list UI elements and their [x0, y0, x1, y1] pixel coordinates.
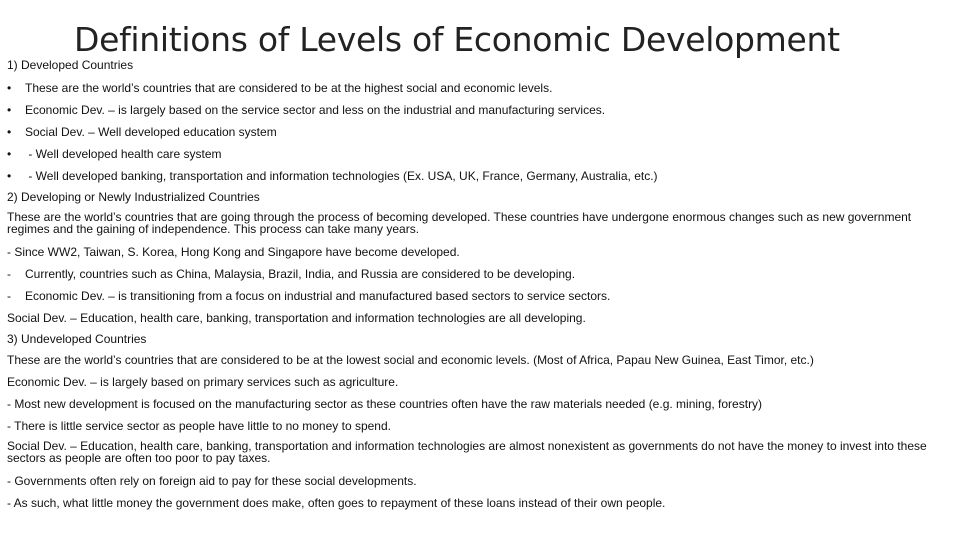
- developed-heading: 1) Developed Countries: [7, 58, 134, 72]
- developed-item-text: - Well developed banking, transportation and information technologies (Ex. USA, UK, France, Germany, Australia, etc.): [25, 169, 658, 183]
- undeveloped-economic-line: Economic Dev. – is largely based on primary services such as agriculture.: [7, 375, 399, 389]
- bullet-icon: •: [7, 81, 12, 95]
- developed-item-text: These are the world’s countries that are considered to be at the highest social and economic levels.: [25, 81, 553, 95]
- developed-item-text: Social Dev. – Well developed education system: [25, 125, 277, 139]
- undeveloped-repay-line: - As such, what little money the government does make, often goes to repayment of these loans instead of their own people.: [7, 496, 666, 510]
- undeveloped-most-line: - Most new development is focused on the manufacturing sector as these countries often have the raw materials needed (e.g. mining, forestry): [7, 397, 763, 411]
- bullet-icon: •: [7, 169, 12, 183]
- undeveloped-intro: These are the world’s countries that are considered to be at the lowest social and economic levels. (Most of Africa, Papau New Guinea, East Timor, etc.): [7, 353, 814, 367]
- developed-bullet-item: [7, 104, 605, 117]
- developed-item-text: Economic Dev. – is largely based on the service sector and less on the industrial and manufacturing services.: [25, 103, 606, 117]
- developed-bullet-item: [7, 82, 552, 95]
- undeveloped-aid-line: - Governments often rely on foreign aid to pay for these social developments.: [7, 474, 417, 488]
- bullet-icon: •: [7, 147, 12, 161]
- bullet-icon: •: [7, 125, 12, 139]
- undeveloped-little-line: - There is little service sector as people have little to no money to spend.: [7, 419, 391, 433]
- developing-heading: 2) Developing or Newly Industrialized Countries: [7, 190, 260, 204]
- developing-since-line: - Since WW2, Taiwan, S. Korea, Hong Kong and Singapore have become developed.: [7, 245, 460, 259]
- developed-item-text: - Well developed health care system: [25, 147, 222, 161]
- undeveloped-social-line: Social Dev. – Education, health care, banking, transportation and information technologies are almost nonexistent as governments do not have the money to invest into these sectors as people are often too poor to pay taxes.: [7, 439, 927, 465]
- bullet-icon: •: [7, 103, 12, 117]
- developed-bullet-item: [7, 148, 222, 161]
- developing-social-line: Social Dev. – Education, health care, banking, transportation and information technologies are all developing.: [7, 311, 586, 325]
- developing-dash-item: [7, 268, 575, 281]
- dash-icon: -: [7, 267, 11, 281]
- undeveloped-heading: 3) Undeveloped Countries: [7, 332, 147, 346]
- developing-item-text: Economic Dev. – is transitioning from a focus on industrial and manufactured based sectors to service sectors.: [25, 289, 611, 303]
- developing-intro: These are the world’s countries that are going through the process of becoming developed. These countries have undergone enormous changes such as new government regimes and the gaining of independence. This process can take many years.: [7, 210, 912, 236]
- developing-dash-item: [7, 290, 610, 303]
- dash-icon: -: [7, 289, 11, 303]
- developed-bullet-item: [7, 126, 277, 139]
- developed-bullet-item: [7, 170, 658, 183]
- developing-item-text: Currently, countries such as China, Malaysia, Brazil, India, and Russia are considered to be developing.: [25, 267, 576, 281]
- slide-title: Definitions of Levels of Economic Development: [74, 20, 840, 59]
